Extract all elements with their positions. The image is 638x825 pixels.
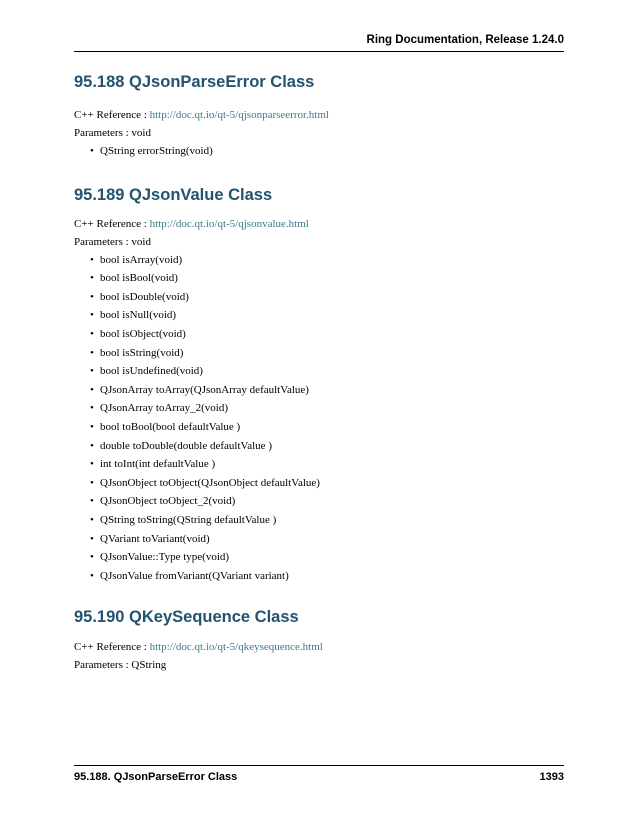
- method-signature: bool toBool(bool defaultValue ): [100, 420, 241, 433]
- method-signature: QJsonValue::Type type(void): [100, 551, 230, 564]
- footer-section-title: 95.188. QJsonParseError Class: [74, 771, 238, 783]
- method-signature: QString errorString(void): [100, 145, 213, 157]
- bullet-icon: •: [90, 327, 94, 340]
- method-signature: int toInt(int defaultValue ): [100, 458, 216, 471]
- bullet-icon: •: [90, 402, 94, 415]
- cpp-reference: [74, 217, 564, 231]
- method-item: [90, 346, 564, 365]
- method-list: [74, 253, 564, 588]
- method-signature: double toDouble(double defaultValue ): [100, 439, 272, 452]
- bullet-icon: •: [90, 253, 94, 266]
- section-qjsonparseerror: [74, 72, 564, 163]
- method-signature: bool isNull(void): [100, 309, 177, 322]
- bullet-icon: •: [90, 439, 94, 452]
- reference-link[interactable]: http://doc.qt.io/qt-5/qjsonvalue.html: [149, 217, 309, 230]
- method-item: [90, 457, 564, 476]
- method-item: [90, 513, 564, 532]
- method-signature: bool isDouble(void): [100, 290, 189, 303]
- bullet-icon: •: [90, 458, 94, 471]
- page-number: 1393: [539, 771, 564, 783]
- method-item: [90, 401, 564, 420]
- page-content: [74, 72, 564, 672]
- bullet-icon: •: [90, 346, 94, 359]
- bullet-icon: •: [90, 551, 94, 564]
- bullet-icon: •: [90, 309, 94, 322]
- bullet-icon: •: [90, 290, 94, 303]
- reference-link[interactable]: http://doc.qt.io/qt-5/qjsonparseerror.html: [149, 109, 329, 121]
- reference-label: C++ Reference :: [74, 217, 150, 230]
- method-item: [90, 364, 564, 383]
- bullet-icon: •: [90, 532, 94, 545]
- footer-rule: [74, 765, 564, 766]
- method-item: [90, 569, 564, 588]
- bullet-icon: •: [90, 383, 94, 396]
- parameters-line: Parameters : QString: [74, 659, 167, 672]
- method-signature: QJsonObject toObject_2(void): [100, 495, 236, 508]
- section-title: 95.188 QJsonParseError Class: [74, 73, 315, 91]
- section-qjsonvalue: [74, 185, 564, 588]
- method-item: [90, 476, 564, 495]
- parameters-line: Parameters : void: [74, 235, 151, 248]
- method-item: [90, 532, 564, 551]
- method-item: [90, 144, 564, 163]
- method-list: [74, 144, 564, 163]
- cpp-reference: [74, 108, 564, 122]
- method-signature: QJsonValue fromVariant(QVariant variant): [100, 569, 289, 582]
- method-item: [90, 439, 564, 458]
- method-item: [90, 494, 564, 513]
- method-item: [90, 253, 564, 272]
- method-signature: QJsonArray toArray(QJsonArray defaultValue): [100, 383, 309, 396]
- parameters-line: Parameters : void: [74, 127, 151, 139]
- bullet-icon: •: [90, 513, 94, 526]
- cpp-reference: [74, 640, 564, 654]
- header-rule: [74, 51, 564, 52]
- bullet-icon: •: [90, 420, 94, 433]
- section-title: 95.190 QKeySequence Class: [74, 608, 299, 627]
- bullet-icon: •: [90, 365, 94, 378]
- method-signature: QJsonObject toObject(QJsonObject defaultValue): [100, 476, 320, 489]
- method-item: [90, 383, 564, 402]
- method-item: [90, 290, 564, 309]
- method-signature: bool isArray(void): [100, 253, 183, 266]
- method-signature: bool isString(void): [100, 346, 184, 359]
- method-item: [90, 327, 564, 346]
- method-signature: QString toString(QString defaultValue ): [100, 513, 277, 526]
- section-title: 95.189 QJsonValue Class: [74, 185, 273, 204]
- method-item: [90, 308, 564, 327]
- reference-link[interactable]: http://doc.qt.io/qt-5/qkeysequence.html: [149, 641, 323, 654]
- section-qkeysequence: [74, 607, 564, 672]
- reference-label: C++ Reference :: [74, 641, 150, 654]
- method-signature: bool isUndefined(void): [100, 365, 203, 378]
- method-signature: bool isBool(void): [100, 272, 178, 285]
- method-signature: QJsonArray toArray_2(void): [100, 402, 228, 415]
- bullet-icon: •: [90, 569, 94, 582]
- bullet-icon: •: [90, 145, 94, 157]
- reference-label: C++ Reference :: [74, 109, 150, 121]
- method-signature: QVariant toVariant(void): [100, 532, 210, 545]
- method-item: [90, 420, 564, 439]
- bullet-icon: •: [90, 495, 94, 508]
- running-header: Ring Documentation, Release 1.24.0: [366, 34, 564, 46]
- method-item: [90, 550, 564, 569]
- bullet-icon: •: [90, 476, 94, 489]
- bullet-icon: •: [90, 272, 94, 285]
- method-signature: bool isObject(void): [100, 327, 186, 340]
- method-item: [90, 271, 564, 290]
